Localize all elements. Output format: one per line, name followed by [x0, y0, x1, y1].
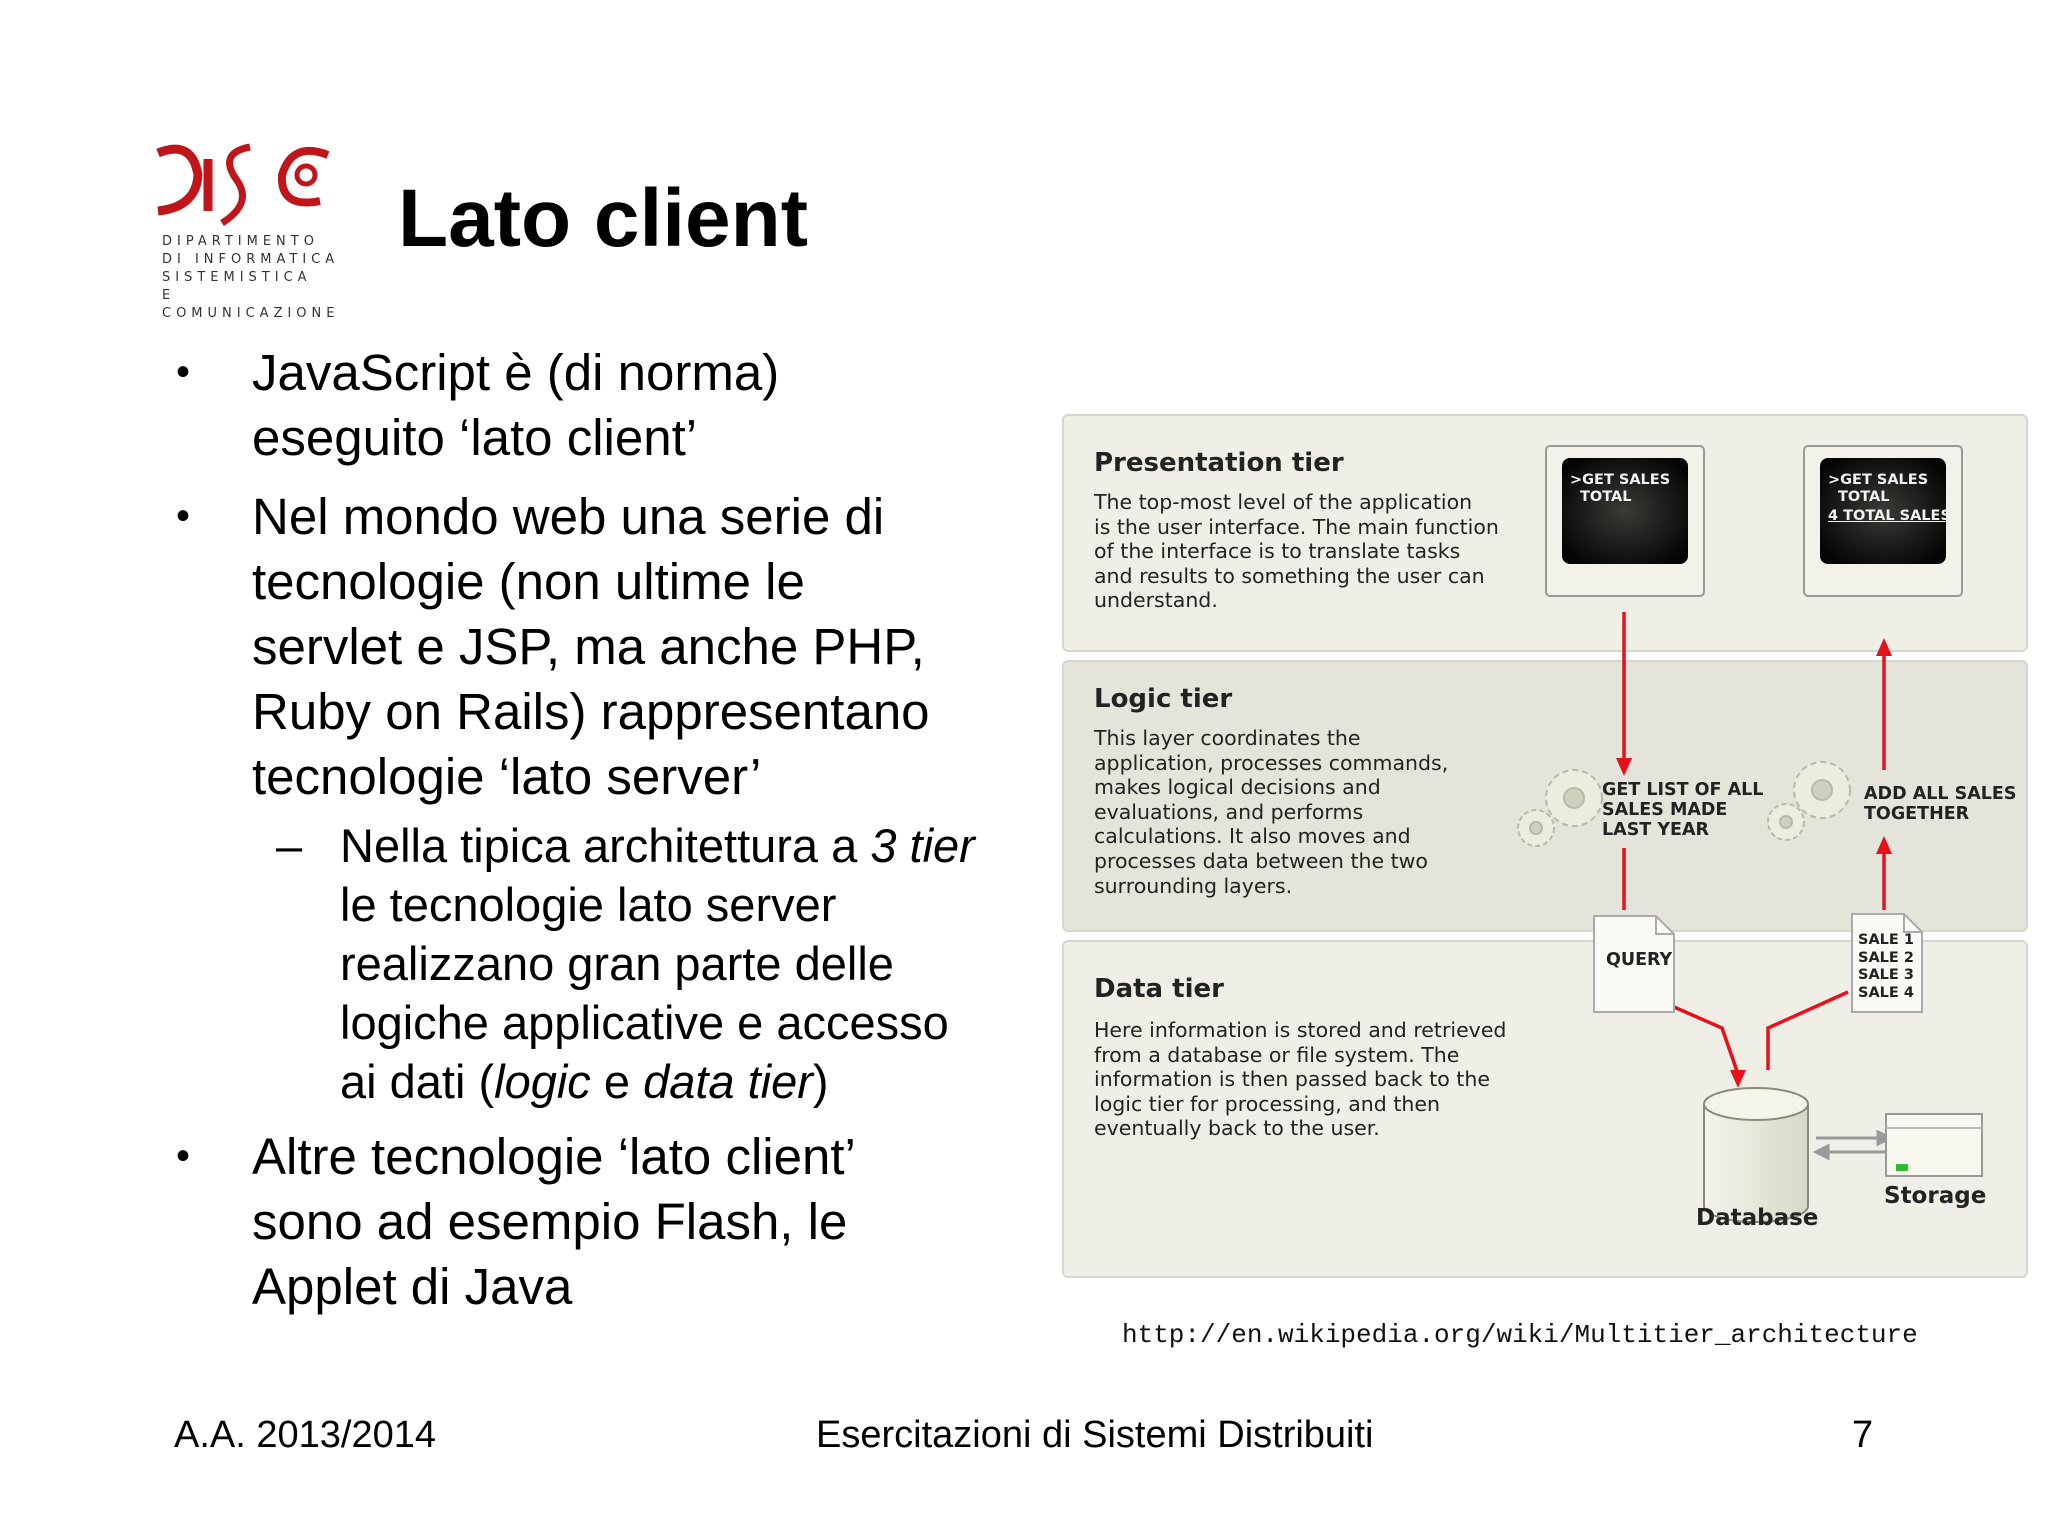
- desc-line: This layer coordinates the: [1094, 726, 1361, 750]
- bullet-1: [252, 340, 779, 470]
- logic-label-get-list: [1602, 780, 1763, 840]
- desc-line: logic tier for processing, and then: [1094, 1091, 1440, 1116]
- desc-line: application, processes commands,: [1094, 750, 1449, 775]
- sale-line: SALE 3: [1858, 967, 1914, 983]
- screen-line: TOTAL: [1580, 489, 1632, 505]
- emphasis: logic: [494, 1055, 591, 1108]
- screen-1-text: [1570, 472, 1670, 506]
- bullet-line: tecnologie (non ultime le: [252, 553, 805, 610]
- text-run: ): [812, 1055, 829, 1108]
- bullet-2: [252, 484, 930, 809]
- gear-icon: [1768, 762, 1850, 840]
- bullet-line: JavaScript è (di norma): [252, 344, 780, 401]
- bullet-marker: •: [176, 350, 191, 394]
- label-line: ADD ALL SALES: [1864, 784, 2017, 804]
- screen-line: TOTAL: [1838, 489, 1890, 505]
- logo-text: [162, 233, 342, 323]
- query-label: QUERY: [1606, 950, 1673, 970]
- source-url: http://en.wikipedia.org/wiki/Multitier_architecture: [1122, 1320, 1918, 1350]
- logo-line: DIPARTIMENTO: [162, 234, 319, 249]
- double-arrow: [1816, 1132, 1890, 1158]
- disco-logo-mark: [152, 135, 342, 235]
- bullet-line: Applet di Java: [252, 1258, 573, 1315]
- sale-line: SALE 4: [1858, 984, 1914, 1001]
- logic-tier-title: Logic tier: [1094, 684, 1233, 714]
- bullet-marker: •: [176, 494, 191, 538]
- desc-line: of the interface is to translate tasks: [1094, 539, 1461, 564]
- desc-line: understand.: [1094, 588, 1218, 613]
- bullet-line: tecnologie ‘lato server’: [252, 748, 762, 805]
- bullet-line: sono ad esempio Flash, le: [252, 1193, 848, 1250]
- desc-line: The top-most level of the application: [1094, 490, 1473, 514]
- emphasis: data tier: [643, 1055, 813, 1108]
- sale-line: SALE 2: [1858, 949, 1914, 966]
- desc-line: information is then passed back to the: [1094, 1067, 1490, 1092]
- logo-line: SISTEMISTICA: [162, 270, 312, 285]
- sub-bullet-line: [340, 816, 975, 875]
- sub-bullet: [340, 816, 975, 1111]
- screen-line: 4 TOTAL SALES: [1828, 508, 1951, 524]
- monitor-icon: [1546, 446, 1704, 596]
- bullet-line: servlet e JSP, ma anche PHP,: [252, 618, 925, 675]
- database-icon: [1704, 1088, 1808, 1222]
- bullet-marker: •: [176, 1134, 191, 1178]
- slide-title: Lato client: [398, 173, 809, 264]
- sub-bullet-line: [340, 1052, 975, 1111]
- sales-list: [1858, 932, 1914, 1002]
- footer-year: A.A. 2013/2014: [174, 1414, 436, 1456]
- desc-line: Here information is stored and retrieved: [1094, 1018, 1507, 1042]
- bullet-line: Altre tecnologie ‘lato client’: [252, 1128, 856, 1185]
- label-line: SALES MADE: [1602, 800, 1728, 820]
- bullet-3: [252, 1124, 856, 1319]
- storage-label: Storage: [1884, 1183, 1987, 1209]
- text-run: e: [590, 1055, 644, 1108]
- label-line: LAST YEAR: [1602, 820, 1709, 840]
- arrow-from-database: [1768, 992, 1848, 1070]
- gear-icon: [1518, 770, 1602, 846]
- label-line: GET LIST OF ALL: [1602, 780, 1764, 800]
- database-label: Database: [1696, 1205, 1819, 1231]
- logo-line: DI INFORMATICA: [162, 252, 340, 267]
- sale-line: SALE 1: [1858, 932, 1914, 948]
- diagram-graphics: [1062, 414, 2026, 1278]
- footer-page-number: 7: [1852, 1414, 1874, 1456]
- arrow-heads: [1616, 638, 1892, 1088]
- desc-line: eventually back to the user.: [1094, 1116, 1380, 1141]
- bullet-line: Nel mondo web una serie di: [252, 488, 885, 545]
- desc-line: processes data between the two: [1094, 848, 1428, 873]
- sub-bullet-line: realizzano gran parte delle: [340, 937, 894, 990]
- disco-logo: [152, 135, 342, 321]
- footer-course: Esercitazioni di Sistemi Distribuiti: [816, 1414, 1374, 1456]
- desc-line: surrounding layers.: [1094, 873, 1293, 898]
- sub-bullet-line: logiche applicative e accesso: [340, 996, 949, 1049]
- screen-2-text: [1828, 472, 1951, 525]
- bullet-line: Ruby on Rails) rappresentano: [252, 683, 930, 740]
- presentation-tier-title: Presentation tier: [1094, 448, 1344, 478]
- sub-bullet-marker: –: [276, 819, 303, 872]
- screen-line: >GET SALES: [1570, 472, 1671, 488]
- label-line: TOGETHER: [1864, 804, 1970, 824]
- emphasis: 3 tier: [870, 819, 975, 872]
- sub-bullet-line: le tecnologie lato server: [340, 878, 837, 931]
- desc-line: evaluations, and performs: [1094, 799, 1364, 824]
- multitier-diagram: [1062, 414, 2026, 1278]
- desc-line: is the user interface. The main function: [1094, 514, 1499, 539]
- bullet-line: eseguito ‘lato client’: [252, 409, 698, 466]
- logo-line: E COMUNICAZIONE: [162, 288, 340, 321]
- desc-line: from a database or file system. The: [1094, 1042, 1460, 1067]
- text-run: ai dati (: [340, 1055, 495, 1108]
- data-tier-title: Data tier: [1094, 974, 1224, 1004]
- desc-line: and results to something the user can: [1094, 563, 1485, 588]
- screen-line: >GET SALES: [1828, 472, 1929, 488]
- desc-line: makes logical decisions and: [1094, 775, 1381, 800]
- text-run: Nella tipica architettura a: [340, 819, 871, 872]
- storage-icon: [1886, 1114, 1982, 1176]
- desc-line: calculations. It also moves and: [1094, 824, 1411, 849]
- logic-label-add-sales: [1864, 784, 2016, 824]
